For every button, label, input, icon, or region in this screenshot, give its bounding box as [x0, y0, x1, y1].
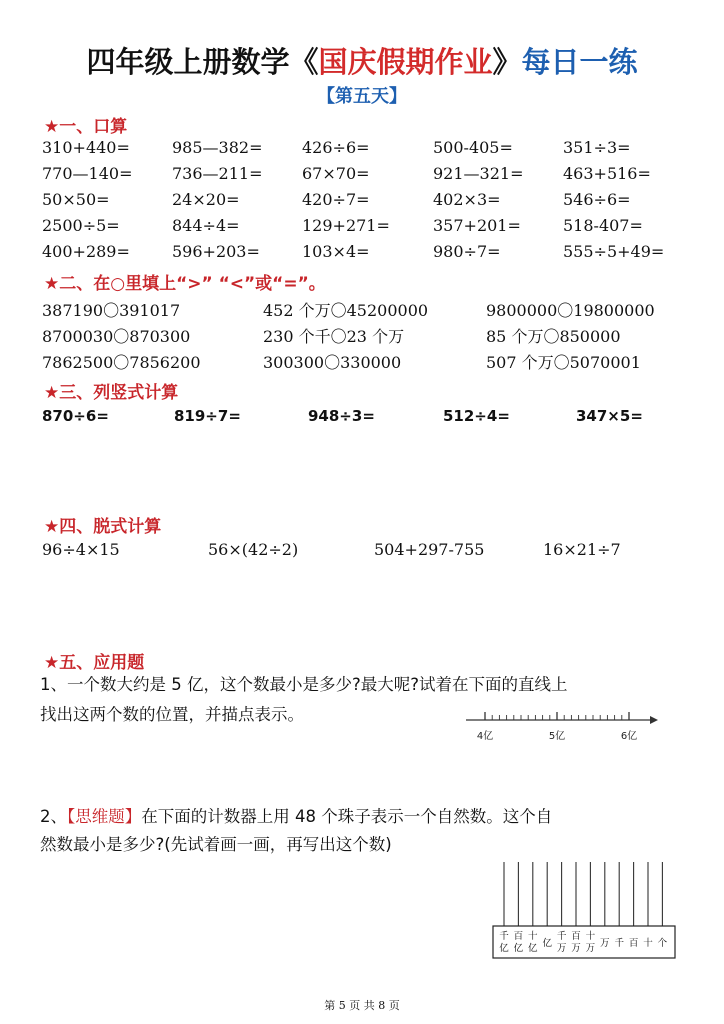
q1-line1: 1、一个数大约是 5 亿，这个数最小是多少?最大呢?试着在下面的直线上: [40, 675, 568, 694]
oral-calc-item: 736—211=: [172, 164, 263, 183]
compare-item: 387190〇391017: [42, 301, 181, 320]
vertical-calc-item: 512÷4=: [443, 407, 510, 425]
oral-calc-item: 50×50=: [42, 190, 110, 209]
oral-calc-item: 129+271=: [302, 216, 390, 235]
oral-calc-item: 400+289=: [42, 242, 130, 261]
vertical-calc-item: 819÷7=: [174, 407, 241, 425]
abacus-label-char: 十: [643, 938, 653, 949]
abacus-label-char: 百: [628, 938, 639, 949]
q2-line1: [40, 802, 552, 832]
oral-calc-item: 463+516=: [563, 164, 651, 183]
abacus-label-char: 百: [571, 931, 581, 942]
section4-heading: ★四、脱式计算: [44, 517, 162, 537]
abacus-label-char: 万: [571, 943, 581, 954]
abacus-label-char: 亿: [513, 943, 524, 954]
abacus-label-char: 十: [585, 931, 596, 942]
title-part4: 每日一练: [521, 45, 638, 79]
numberline-label-6: 6亿: [620, 731, 638, 742]
abacus-label-char: 万: [600, 938, 610, 949]
oral-calc-item: 980÷7=: [433, 242, 501, 261]
oral-calc-item: 844÷4=: [172, 216, 240, 235]
oral-calc-item: 555÷5+49=: [563, 242, 665, 261]
vertical-calc-item: 347×5=: [576, 407, 643, 425]
numberline-label-4: 4亿: [476, 731, 494, 742]
oral-calc-item: 420÷7=: [302, 190, 370, 209]
day-label: 【第五天】: [317, 86, 407, 107]
oral-calc-item: 2500÷5=: [42, 216, 120, 235]
numberline-label-5: 5亿: [548, 731, 566, 742]
section1-heading: ★一、口算: [44, 117, 128, 137]
compare-item: 507 个万〇5070001: [486, 353, 641, 372]
oral-calc-item: 103×4=: [302, 242, 370, 261]
oral-calc-item: 546÷6=: [563, 190, 631, 209]
compare-item: 7862500〇7856200: [42, 353, 201, 372]
compare-item: 8700030〇870300: [42, 327, 191, 346]
q1-line2: 找出这两个数的位置，并描点表示。: [40, 705, 304, 724]
oral-calc-item: 921—321=: [433, 164, 524, 183]
compare-item: 300300〇330000: [263, 353, 402, 372]
q2-prefix: 2、: [40, 807, 67, 826]
abacus: [490, 858, 680, 962]
q2-tag: 【思维题】: [67, 807, 142, 826]
page-footer: 第 5 页 共 8 页: [324, 999, 400, 1012]
title-part2: 国庆假期作业: [318, 45, 493, 79]
abacus-label-char: 亿: [528, 943, 538, 954]
abacus-label-char: 个: [657, 938, 668, 949]
abacus-rods: [504, 862, 662, 926]
oral-calc-item: 426÷6=: [302, 138, 370, 157]
page-title: [0, 40, 724, 81]
oral-calc-item: 770—140=: [42, 164, 133, 183]
title-part3: 》: [492, 45, 522, 79]
abacus-label-char: 百: [513, 931, 524, 942]
stepwise-calc-item: 16×21÷7: [543, 540, 621, 559]
oral-calc-item: 985—382=: [172, 138, 263, 157]
abacus-label-char: 亿: [542, 938, 552, 949]
stepwise-calc-item: 504+297-755: [374, 540, 485, 559]
abacus-label-char: 万: [585, 943, 596, 954]
q2-line1-rest: 在下面的计数器上用 48 个珠子表示一个自然数。这个自: [141, 807, 553, 826]
section2-heading: ★二、在○里填上“>” “<”或“=”。: [44, 274, 326, 294]
oral-calc-item: 310+440=: [42, 138, 130, 157]
abacus-label-char: 十: [528, 931, 538, 942]
oral-calc-item: 402×3=: [433, 190, 501, 209]
section3-heading: ★三、列竖式计算: [44, 383, 179, 403]
oral-calc-item: 500-405=: [433, 138, 513, 157]
number-line-ticks: [485, 712, 629, 720]
oral-calc-item: 24×20=: [172, 190, 240, 209]
oral-calc-item: 518-407=: [563, 216, 643, 235]
title-part1: 四年级上册数学《: [86, 45, 319, 79]
abacus-label-char: 万: [556, 943, 567, 954]
oral-calc-item: 357+201=: [433, 216, 521, 235]
compare-item: 230 个千〇23 个万: [263, 327, 405, 346]
compare-item: 85 个万〇850000: [486, 327, 621, 346]
section5-heading: ★五、应用题: [44, 653, 145, 673]
oral-calc-item: 596+203=: [172, 242, 260, 261]
abacus-label-char: 千: [614, 938, 624, 949]
number-line: [462, 708, 662, 748]
compare-item: 9800000〇19800000: [486, 301, 655, 320]
abacus-label-char: 千: [556, 931, 567, 942]
abacus-label-char: 千: [499, 931, 509, 942]
oral-calc-item: 67×70=: [302, 164, 370, 183]
stepwise-calc-item: 56×(42÷2): [208, 540, 299, 559]
q2-line2: 然数最小是多少?(先试着画一画，再写出这个数): [40, 835, 392, 854]
compare-item: 452 个万〇45200000: [263, 301, 429, 320]
oral-calc-item: 351÷3=: [563, 138, 631, 157]
vertical-calc-item: 870÷6=: [42, 407, 109, 425]
stepwise-calc-item: 96÷4×15: [42, 540, 120, 559]
number-line-arrow-icon: [650, 716, 658, 724]
vertical-calc-item: 948÷3=: [308, 407, 375, 425]
abacus-label-char: 亿: [499, 943, 509, 954]
